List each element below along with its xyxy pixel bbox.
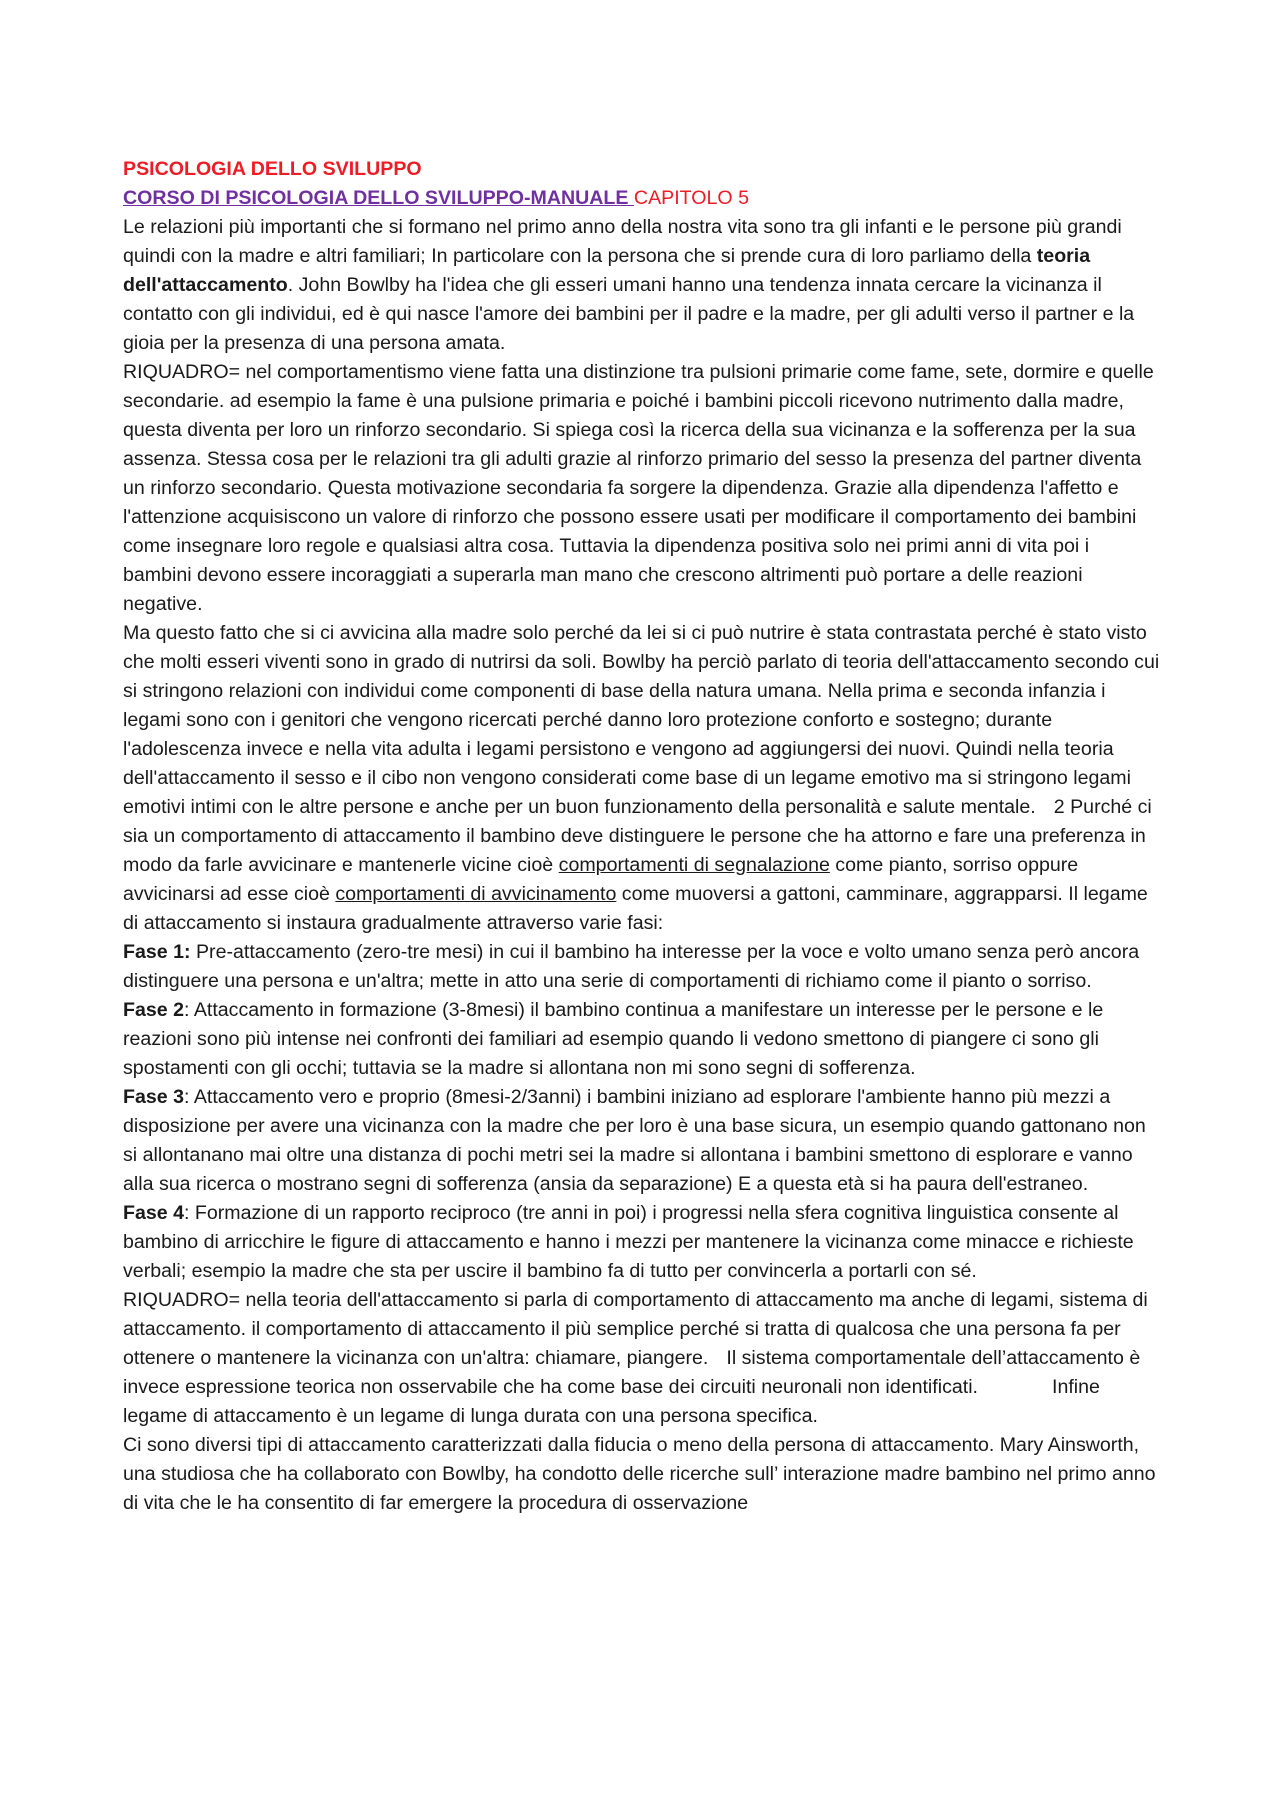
- paragraph-text: Il sistema comportamentale dell’attaccamento è invece espressione teorica non osservabile che ha come base dei circuiti neuronali non identificati.: [123, 1347, 1141, 1398]
- document-page: [123, 155, 1163, 1518]
- phase-text: : Formazione di un rapporto reciproco (tre anni in poi) i progressi nella sfera cognitiva linguistica consente al bambino di arricchire le figure di attaccamento e hanno i mezzi per mantenere la vicinanza come minacce e richieste verbali; esempio la madre che sta per uscire il bambino fa di tutto per convincerla a portarli con sé.: [123, 1202, 1134, 1282]
- course-link[interactable]: CORSO DI PSICOLOGIA DELLO SVILUPPO-MANUALE: [123, 187, 634, 209]
- paragraph-riquadro-1: RIQUADRO= nel comportamentismo viene fatta una distinzione tra pulsioni primarie come fame, sete, dormire e quelle secondarie. ad esempio la fame è una pulsione primaria e poiché i bambini piccoli ricevono nutrimento dalla madre, questa diventa per loro un rinforzo secondario. Si spiega così la ricerca della sua vicinanza e la sofferenza per la sua assenza. Stessa cosa per le relazioni tra gli adulti grazie al rinforzo primario del sesso la presenza del partner diventa un rinforzo secondario. Questa motivazione secondaria fa sorgere la dipendenza. Grazie alla dipendenza l'affetto e l'attenzione acquisiscono un valore di rinforzo che possono essere usati per modificare il comportamento dei bambini come insegnare loro regole e qualsiasi altra cosa. Tuttavia la dipendenza positiva solo nei primi anni di vita poi i bambini devono essere incoraggiati a superarla man mano che crescono altrimenti può portare a delle reazioni negative.: [123, 361, 1154, 615]
- paragraph-text: Ma questo fatto che si ci avvicina alla madre solo perché da lei si ci può nutrire è stata contrastata perché è stato visto che molti esseri viventi sono in grado di nutrirsi da soli. Bowlby ha perciò parlato di teoria dell'attaccamento secondo cui si stringono relazioni con individui come componenti di base della natura umana. Nella prima e seconda infanzia i legami sono con i genitori che vengono ricercati perché danno loro protezione conforto e sostegno; durante l'adolescenza invece e nella vita adulta i legami persistono e vengono ad aggiungersi dei nuovi. Quindi nella teoria dell'attaccamento il sesso e il cibo non vengono considerati come base di un legame emotivo ma si stringono legami emotivi intimi con le altre persone e anche per un buon funzionamento della personalità e salute mentale.: [123, 622, 1160, 818]
- phase-item: [123, 938, 1163, 996]
- phase-text: Pre-attaccamento (zero-tre mesi) in cui il bambino ha interesse per la voce e volto umano senza però ancora distinguere una persona e un'altra; mette in atto una serie di comportamenti di richiamo come il pianto o sorriso.: [123, 941, 1140, 992]
- phase-label: Fase 1:: [123, 941, 191, 963]
- document-title: PSICOLOGIA DELLO SVILUPPO: [123, 158, 422, 180]
- paragraph-text: RIQUADRO= nella teoria dell'attaccamento si parla di comportamento di attaccamento ma anche di legami, sistema di attaccamento. il comportamento di attaccamento il più semplice perché si tratta di qualcosa che una persona fa per ottenere o mantenere la vicinanza con un'altra: chiamare, piangere.: [123, 1289, 1148, 1369]
- chapter-label: CAPITOLO 5: [633, 187, 749, 209]
- paragraph-text: 2 Purché ci sia un comportamento di attaccamento il bambino deve distinguere le persone che ha attorno e fare una preferenza in modo da farle avvicinare e mantenerle vicine cioè: [123, 796, 1152, 876]
- document-subtitle: [123, 184, 1163, 213]
- phase-label: Fase 3: [123, 1086, 185, 1108]
- phase-text: : Attaccamento in formazione (3-8mesi) il bambino continua a manifestare un interesse per le persone e le reazioni sono più intense nei confronti dei familiari ad esempio quando li vedono smettono di piangere ci sono gli spostamenti con gli occhi; tuttavia se la madre si allontana non mi sono segni di sofferenza.: [123, 999, 1104, 1079]
- phase-text: : Attaccamento vero e proprio (8mesi-2/3anni) i bambini iniziano ad esplorare l'ambiente hanno più mezzi a disposizione per avere una vicinanza con la madre che per loro è una base sicura, un esempio quando gattonano non si allontanano mai oltre una distanza di pochi metri sei la madre si allontana i bambini smettono di esplorare e vanno alla sua ricerca o mostrano segni di sofferenza (ansia da separazione) E a questa età si ha paura dell'estraneo.: [123, 1086, 1146, 1195]
- phase-item: [123, 1083, 1163, 1199]
- phase-item: [123, 1199, 1163, 1286]
- phase-label: Fase 4: [123, 1202, 185, 1224]
- phase-label: Fase 2: [123, 999, 185, 1021]
- paragraph-text: Infine legame di attaccamento è un legame di lunga durata con una persona specifica.: [123, 1376, 1100, 1427]
- paragraph-text: . John Bowlby ha l'idea che gli esseri umani hanno una tendenza innata cercare la vicinanza il contatto con gli individui, ed è qui nasce l'amore dei bambini per il padre e la madre, per gli adulti verso il partner e la gioia per la presenza di una persona amata.: [123, 274, 1135, 354]
- phase-item: [123, 996, 1163, 1083]
- paragraph-ainsworth: Ci sono diversi tipi di attaccamento caratterizzati dalla fiducia o meno della persona di attaccamento. Mary Ainsworth, una studiosa che ha collaborato con Bowlby, ha condotto delle ricerche sull’ interazione madre bambino nel primo anno di vita che le ha consentito di far emergere la procedura di osservazione: [123, 1434, 1156, 1514]
- paragraph-riquadro-2: [123, 1286, 1163, 1431]
- paragraph-text: come pianto, sorriso oppure avvicinarsi ad esse cioè: [123, 854, 1079, 905]
- paragraph-bowlby: [123, 619, 1163, 938]
- bold-term: teoria dell'attaccamento: [123, 245, 1091, 296]
- underlined-term: comportamenti di segnalazione: [558, 854, 830, 876]
- underlined-term: comportamenti di avvicinamento: [335, 883, 617, 905]
- paragraph-text: Le relazioni più importanti che si formano nel primo anno della nostra vita sono tra gli infanti e le persone più grandi quindi con la madre e altri familiari; In particolare con la persona che si prende cura di loro parliamo della: [123, 216, 1122, 267]
- paragraph-text: come muoversi a gattoni, camminare, aggrapparsi. Il legame di attaccamento si instaura gradualmente attraverso varie fasi:: [123, 883, 1148, 934]
- paragraph-intro: [123, 213, 1163, 358]
